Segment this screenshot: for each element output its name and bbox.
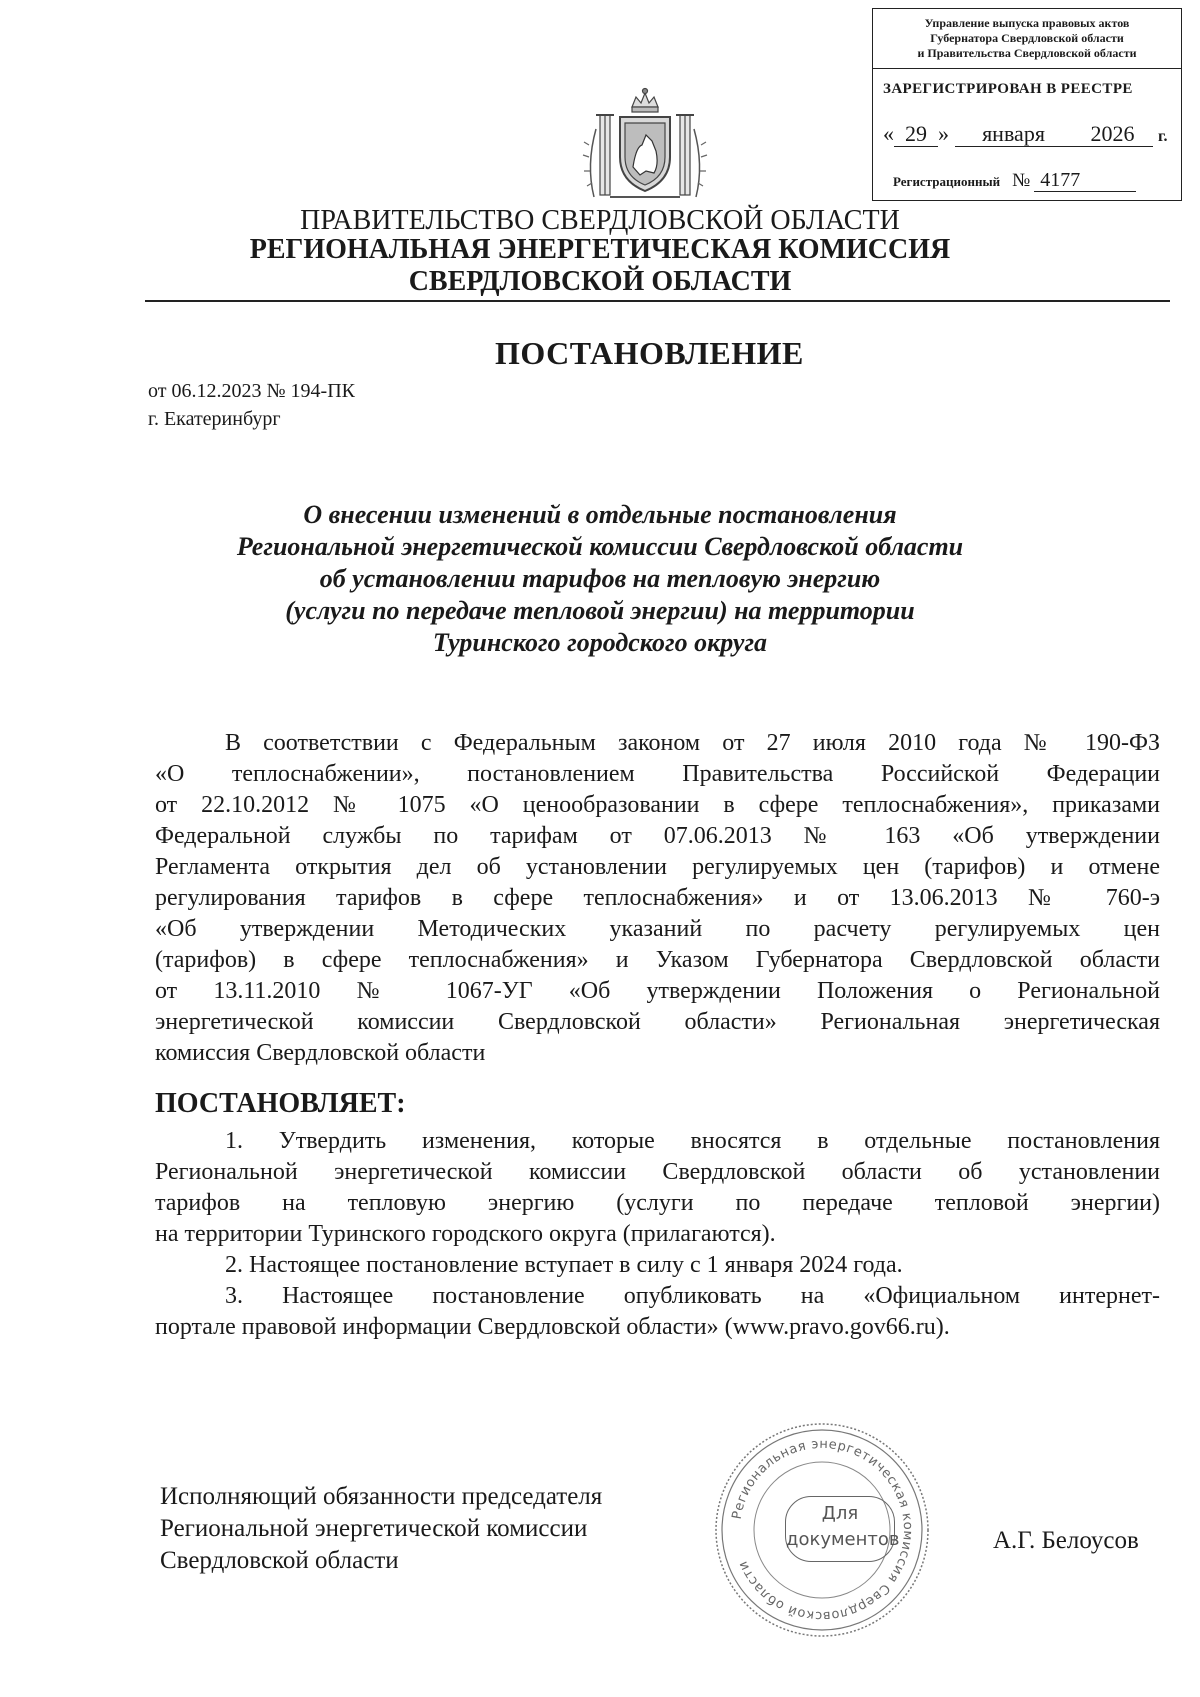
registry-number-label: Регистрационный	[893, 174, 1001, 189]
coat-of-arms-emblem	[580, 85, 710, 205]
registry-stamp	[872, 8, 1182, 201]
preamble-line: (тарифов) в сфере теплоснабжения» и Указом Губернатора Свердловской области	[155, 947, 1160, 973]
item-line: 3. Настоящее постановление опубликовать на «Официальном интернет-	[225, 1283, 1160, 1309]
preamble-line: «Об утверждении Методических указаний по расчету регулируемых цен	[155, 916, 1160, 942]
item-line: портале правовой информации Свердловской области» (www.pravo.gov66.ru).	[155, 1314, 950, 1340]
registry-day: 29	[894, 122, 938, 147]
preamble-line: регулирования тарифов в сфере теплоснабжения» и от 13.06.2013 № 760-э	[155, 885, 1160, 911]
seal-center-line: документов	[786, 1529, 900, 1550]
registry-number-sign: №	[1012, 170, 1031, 191]
preamble-line: энергетической комиссии Свердловской области» Региональная энергетическая	[155, 1009, 1160, 1035]
item-line: Региональной энергетической комиссии Свердловской области об установлении	[155, 1159, 1160, 1185]
registry-close-quote: »	[938, 121, 949, 146]
preamble-line: комиссия Свердловской области	[155, 1040, 486, 1066]
title-line: об установлении тарифов на тепловую энергию	[319, 564, 881, 593]
item-line: 1. Утвердить изменения, которые вносятся в отдельные постановления	[225, 1128, 1160, 1154]
preamble-line: В соответствии с Федеральным законом от 27 июля 2010 года № 190-ФЗ	[225, 730, 1160, 756]
item-line: тарифов на тепловую энергию (услуги по передаче тепловой энергии)	[155, 1190, 1160, 1216]
title-line: (услуги по передаче тепловой энергии) на территории	[285, 596, 915, 625]
preamble-line: от 13.11.2010 № 1067-УГ «Об утверждении Положения о Региональной	[155, 978, 1160, 1004]
preamble-line: «О теплоснабжении», постановлением Правительства Российской Федерации	[155, 761, 1160, 787]
signer-position-line: Свердловской области	[160, 1547, 399, 1574]
title-line: Туринского городского округа	[432, 628, 768, 657]
document-number: от 06.12.2023 № 194-ПК	[148, 380, 356, 402]
signer-name: А.Г. Белоусов	[993, 1527, 1139, 1554]
item-line: 2. Настоящее постановление вступает в силу с 1 января 2024 года.	[225, 1252, 903, 1278]
commission-name-line-2: СВЕРДЛОВСКОЙ ОБЛАСТИ	[408, 266, 792, 297]
registry-header-line: и Правительства Свердловской области	[917, 46, 1137, 60]
title-line: О внесении изменений в отдельные постановления	[303, 500, 897, 529]
header-divider	[145, 300, 1170, 302]
registry-header-line: Губернатора Свердловской области	[930, 31, 1124, 45]
registry-month: января	[955, 122, 1073, 147]
seal-center	[785, 1496, 900, 1562]
preamble-line: Федеральной службы по тарифам от 07.06.2013 № 163 «Об утверждении	[155, 823, 1160, 849]
registry-stamp-header	[873, 9, 1181, 69]
preamble-line: от 22.10.2012 № 1075 «О ценообразовании в сфере теплоснабжения», приказами	[155, 792, 1160, 818]
government-name: ПРАВИТЕЛЬСТВО СВЕРДЛОВСКОЙ ОБЛАСТИ	[300, 205, 900, 236]
registry-open-quote: «	[883, 121, 894, 146]
document-city: г. Екатеринбург	[148, 408, 281, 430]
registry-number: 4177	[1034, 169, 1136, 192]
document-type: ПОСТАНОВЛЕНИЕ	[495, 335, 804, 371]
registry-date	[883, 121, 1167, 147]
decides-heading: ПОСТАНОВЛЯЕТ:	[155, 1088, 406, 1119]
signer-position-line: Региональной энергетической комиссии	[160, 1515, 588, 1542]
signer-position-line: Исполняющий обязанности председателя	[160, 1483, 603, 1510]
preamble-line: Регламента открытия дел об установлении регулируемых цен (тарифов) и отмене	[155, 854, 1160, 880]
commission-name-line-1: РЕГИОНАЛЬНАЯ ЭНЕРГЕТИЧЕСКАЯ КОМИССИЯ	[249, 234, 951, 265]
registry-year-suffix: г.	[1158, 128, 1168, 145]
seal-ring-text: Региональная энергетическая комиссия Свердловской области	[729, 1436, 916, 1624]
registry-title: ЗАРЕГИСТРИРОВАН В РЕЕСТРЕ	[883, 81, 1133, 97]
registry-header-line: Управление выпуска правовых актов	[924, 16, 1130, 30]
registry-year: 2026	[1073, 122, 1153, 147]
registry-number-row	[893, 169, 1136, 192]
seal-center-line: Для	[821, 1503, 859, 1524]
title-line: Региональной энергетической комиссии Свердловской области	[236, 532, 964, 561]
item-line: на территории Туринского городского округа (прилагаются).	[155, 1221, 776, 1247]
